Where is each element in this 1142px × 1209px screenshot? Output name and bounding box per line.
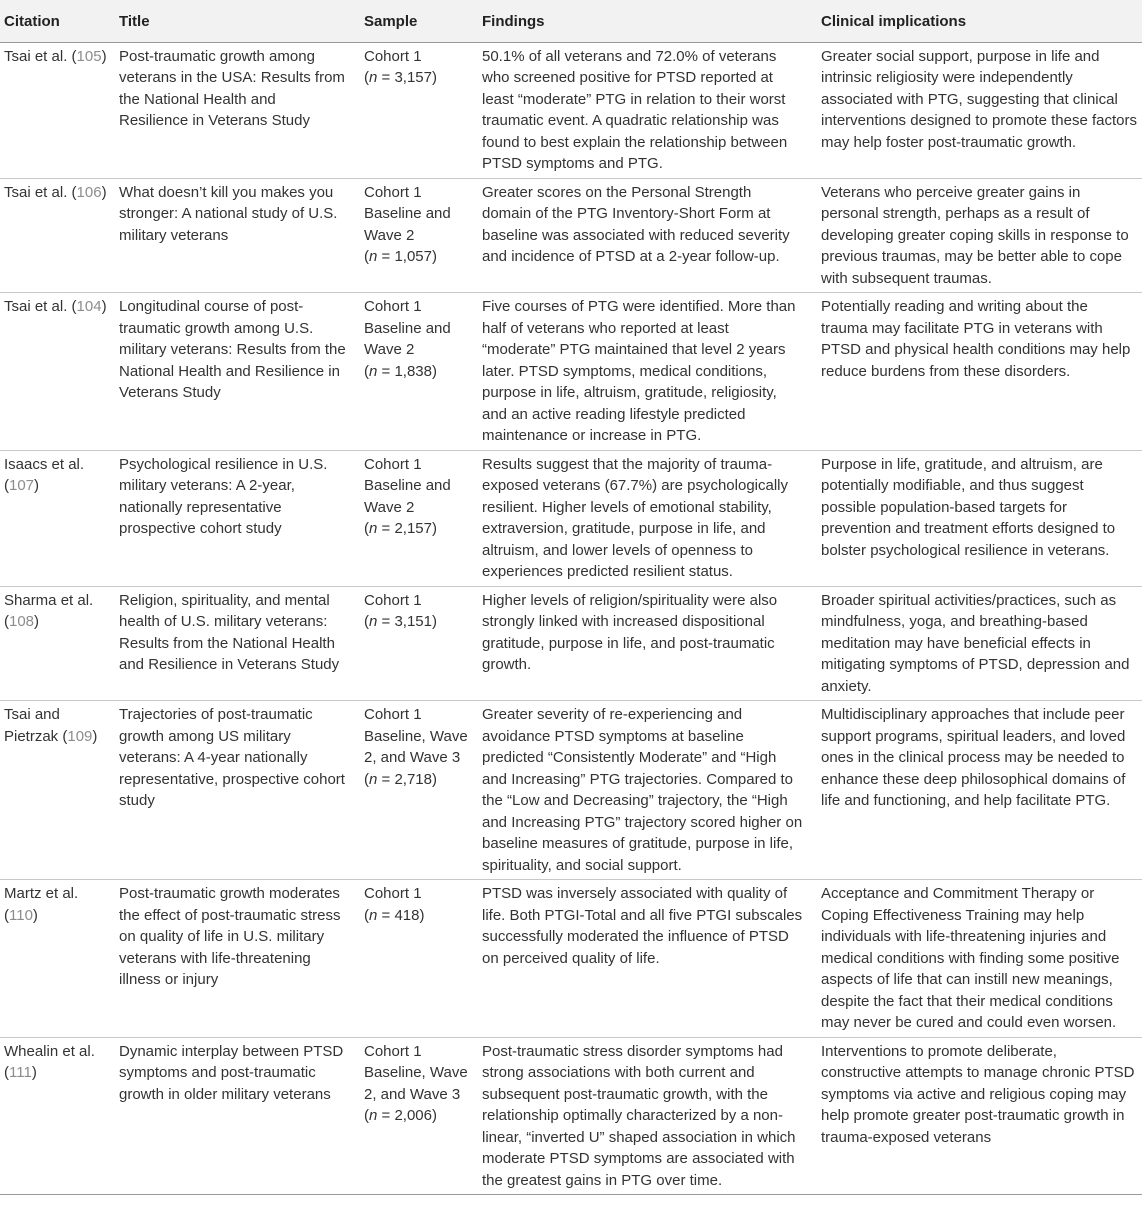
citation-authors: Tsai et al. — [4, 298, 68, 315]
citation-ref-open: ( — [71, 183, 77, 201]
header-sample: Sample — [360, 0, 478, 42]
sample-n-value: 3,151 — [394, 613, 432, 630]
table-row — [0, 586, 1142, 701]
sample-cell — [360, 450, 478, 586]
sample-cell — [360, 42, 478, 178]
table-row — [0, 450, 1142, 586]
findings-cell: Greater scores on the Personal Strength domain of the PTG Inventory-Short Form at baseline was associated with reduced severity and incidence of PTSD at a 2-year follow-up. — [478, 178, 817, 293]
table-row — [0, 293, 1142, 451]
sample-size: (n = 418) — [364, 906, 425, 924]
citation-ref-open: ( — [4, 1064, 9, 1081]
citation-cell — [0, 1037, 115, 1195]
findings-cell: Post-traumatic stress disorder symptoms had strong associations with both current and subsequent post-traumatic growth, with the relationship optimally characterized by a non-linear, “inverted U” shaped association in which moderate PTSD symptoms are associated with the greatest gains in PTG over time. — [478, 1037, 817, 1195]
citation-authors: Isaacs et al. — [4, 455, 85, 473]
sample-n-value: 2,157 — [394, 520, 432, 537]
sample-design: Cohort 1 Baseline, Wave 2, and Wave 3 — [364, 706, 468, 766]
table-row — [0, 42, 1142, 178]
table-row — [0, 880, 1142, 1038]
sample-cell — [360, 880, 478, 1038]
implications-cell: Greater social support, purpose in life and intrinsic religiosity were independently associated with PTG, suggesting that clinical interventions designed to promote these factors may help foster post-traumatic growth. — [817, 42, 1142, 178]
citation-authors: Sharma et al. — [4, 591, 94, 609]
title-cell: Post-traumatic growth among veterans in the USA: Results from the National Health and Resilience in Veterans Study — [115, 42, 360, 178]
citation-ref-close: ) — [101, 298, 107, 315]
citation-cell — [0, 42, 115, 178]
title-cell: Post-traumatic growth moderates the effect of post-traumatic stress on quality of life in U.S. military veterans with life-threatening illness or injury — [115, 880, 360, 1038]
citation-authors: Tsai et al. — [4, 47, 68, 65]
sample-n-symbol: n — [369, 520, 378, 537]
implications-cell: Broader spiritual activities/practices, such as mindfulness, yoga, and breathing-based meditation may have beneficial effects in mitigating symptoms of PTSD, depression and anxiety. — [817, 586, 1142, 701]
sample-n-symbol: n — [369, 69, 378, 86]
sample-cell — [360, 586, 478, 701]
sample-design: Cohort 1 Baseline, Wave 2, and Wave 3 — [364, 1042, 468, 1103]
sample-cell — [360, 178, 478, 293]
citation-ref-link[interactable]: 108 — [9, 613, 35, 630]
citation-ref-open: ( — [4, 613, 9, 630]
citation-ref-link[interactable]: 110 — [9, 906, 33, 924]
title-cell: Psychological resilience in U.S. military veterans: A 2-year, nationally representative prospective cohort study — [115, 450, 360, 586]
citation-authors: Whealin et al. — [4, 1042, 95, 1060]
sample-n-value: 2,718 — [394, 770, 432, 788]
findings-cell: PTSD was inversely associated with quality of life. Both PTGI-Total and all five PTGI subscales successfully moderated the influence of PTSD on perceived quality of life. — [478, 880, 817, 1038]
sample-size: (n = 3,157) — [364, 69, 437, 86]
sample-size: (n = 2,006) — [364, 1107, 437, 1124]
citation-authors: Tsai et al. — [4, 183, 68, 201]
sample-cell — [360, 1037, 478, 1195]
sample-size: (n = 1,057) — [364, 248, 437, 265]
findings-cell: 50.1% of all veterans and 72.0% of veterans who screened positive for PTSD reported at least “moderate” PTG in relation to their worst traumatic event. A quadratic relationship was found to best explain the relationship between PTSD symptoms and PTG. — [478, 42, 817, 178]
sample-size: (n = 2,157) — [364, 520, 437, 537]
findings-cell: Higher levels of religion/spirituality were also strongly linked with increased dispositional gratitude, purpose in life, and post-traumatic growth. — [478, 586, 817, 701]
citation-ref-link[interactable]: 104 — [76, 298, 102, 315]
sample-size: (n = 2,718) — [364, 770, 437, 788]
citation-ref-close: ) — [92, 727, 98, 745]
title-cell: Dynamic interplay between PTSD symptoms and post-traumatic growth in older military veterans — [115, 1037, 360, 1195]
citation-ref-close: ) — [32, 906, 38, 924]
citation-ref-link[interactable]: 105 — [76, 47, 102, 65]
sample-design: Cohort 1 — [364, 885, 422, 902]
sample-design: Cohort 1 Baseline and Wave 2 — [364, 455, 451, 516]
citation-ref-link[interactable]: 107 — [9, 477, 35, 494]
sample-n-value: 2,006 — [394, 1107, 432, 1124]
implications-cell: Multidisciplinary approaches that include peer support programs, spiritual leaders, and loved ones in the clinical process may be needed to enhance these deep philosophical domains of life and functioning, and help facilitate PTG. — [817, 701, 1142, 880]
citation-ref-open: ( — [4, 477, 9, 494]
table-body — [0, 42, 1142, 1195]
citation-cell — [0, 178, 115, 293]
citation-ref-open: ( — [71, 47, 77, 65]
citation-authors: Martz et al. — [4, 885, 79, 902]
citation-authors: Tsai and Pietrzak — [4, 706, 60, 745]
sample-n-symbol: n — [369, 770, 378, 788]
citation-cell — [0, 586, 115, 701]
header-title: Title — [115, 0, 360, 42]
sample-design: Cohort 1 — [364, 591, 422, 609]
header-row — [0, 0, 1142, 42]
implications-cell: Acceptance and Commitment Therapy or Coping Effectiveness Training may help individuals with life-threatening injuries and medical conditions with finding some positive aspects of life that can instill new meanings, despite the fact that their medical conditions may never be cured and could even worsen. — [817, 880, 1142, 1038]
sample-n-value: 418 — [394, 906, 420, 924]
table-row — [0, 1037, 1142, 1195]
title-cell: What doesn’t kill you makes you stronger: A national study of U.S. military veterans — [115, 178, 360, 293]
header-findings: Findings — [478, 0, 817, 42]
findings-cell: Greater severity of re-experiencing and avoidance PTSD symptoms at baseline predicted “Consistently Moderate” and “High and Increasing” PTG trajectories. Compared to the “Low and Decreasing” trajectory, the “High and Increasing PTG” trajectory scored higher on baseline measures of gratitude, purpose in life, spirituality, and social support. — [478, 701, 817, 880]
citation-ref-close: ) — [34, 477, 40, 494]
sample-n-symbol: n — [369, 613, 378, 630]
sample-size: (n = 3,151) — [364, 613, 437, 630]
sample-n-value: 1,057 — [394, 248, 432, 265]
citation-ref-link[interactable]: 111 — [9, 1064, 32, 1081]
findings-cell: Results suggest that the majority of trauma-exposed veterans (67.7%) are psychologically resilient. Higher levels of emotional stability, extraversion, gratitude, purpose in life, and altruism, and lower levels of openness to experiences predicted resilient status. — [478, 450, 817, 586]
sample-n-symbol: n — [369, 248, 378, 265]
sample-cell — [360, 701, 478, 880]
header-citation: Citation — [0, 0, 115, 42]
citation-ref-close: ) — [34, 613, 40, 630]
implications-cell: Potentially reading and writing about the trauma may facilitate PTG in veterans with PTSD and physical health conditions may help reduce burdens from these disorders. — [817, 293, 1142, 451]
sample-n-value: 3,157 — [394, 69, 432, 86]
sample-n-symbol: n — [369, 362, 378, 380]
table-header — [0, 0, 1142, 42]
implications-cell: Purpose in life, gratitude, and altruism, are potentially modifiable, and thus suggest possible population-based targets for prevention and treatment efforts designed to bolster psychological resilience in veterans. — [817, 450, 1142, 586]
sample-design: Cohort 1 Baseline and Wave 2 — [364, 298, 451, 358]
citation-ref-open: ( — [4, 906, 9, 924]
citation-cell — [0, 701, 115, 880]
sample-size: (n = 1,838) — [364, 362, 437, 380]
title-cell: Trajectories of post-traumatic growth among US military veterans: A 4-year nationally representative, prospective cohort study — [115, 701, 360, 880]
citation-cell — [0, 880, 115, 1038]
citation-ref-open: ( — [62, 727, 68, 745]
title-cell: Religion, spirituality, and mental health of U.S. military veterans: Results from the National Health and Resilience in Veterans Study — [115, 586, 360, 701]
sample-n-symbol: n — [369, 1107, 378, 1124]
citation-ref-open: ( — [71, 298, 77, 315]
citation-ref-close: ) — [101, 47, 107, 65]
table-row — [0, 178, 1142, 293]
citation-ref-link[interactable]: 106 — [76, 183, 102, 201]
title-cell: Longitudinal course of post-traumatic growth among U.S. military veterans: Results from the National Health and Resilience in Veterans Study — [115, 293, 360, 451]
citation-ref-close: ) — [101, 183, 107, 201]
citation-ref-link[interactable]: 109 — [67, 727, 93, 745]
table-row — [0, 701, 1142, 880]
sample-design: Cohort 1 — [364, 47, 422, 65]
citation-cell — [0, 293, 115, 451]
sample-cell — [360, 293, 478, 451]
implications-cell: Veterans who perceive greater gains in personal strength, perhaps as a result of developing greater coping skills in response to previous traumas, may be better able to cope with subsequent traumas. — [817, 178, 1142, 293]
sample-n-symbol: n — [369, 906, 378, 924]
sample-n-value: 1,838 — [394, 362, 432, 380]
header-clinical-implications: Clinical implications — [817, 0, 1142, 42]
citation-cell — [0, 450, 115, 586]
citation-ref-close: ) — [31, 1064, 37, 1081]
findings-cell: Five courses of PTG were identified. More than half of veterans who reported at least “moderate” PTG maintained that level 2 years later. PTSD symptoms, medical conditions, purpose in life, altruism, gratitude, religiosity, and an active reading lifestyle predicted maintenance or increase in PTG. — [478, 293, 817, 451]
implications-cell: Interventions to promote deliberate, constructive attempts to manage chronic PTSD symptoms via active and religious coping may help promote greater post-traumatic growth in trauma-exposed veterans — [817, 1037, 1142, 1195]
sample-design: Cohort 1 Baseline and Wave 2 — [364, 183, 451, 244]
